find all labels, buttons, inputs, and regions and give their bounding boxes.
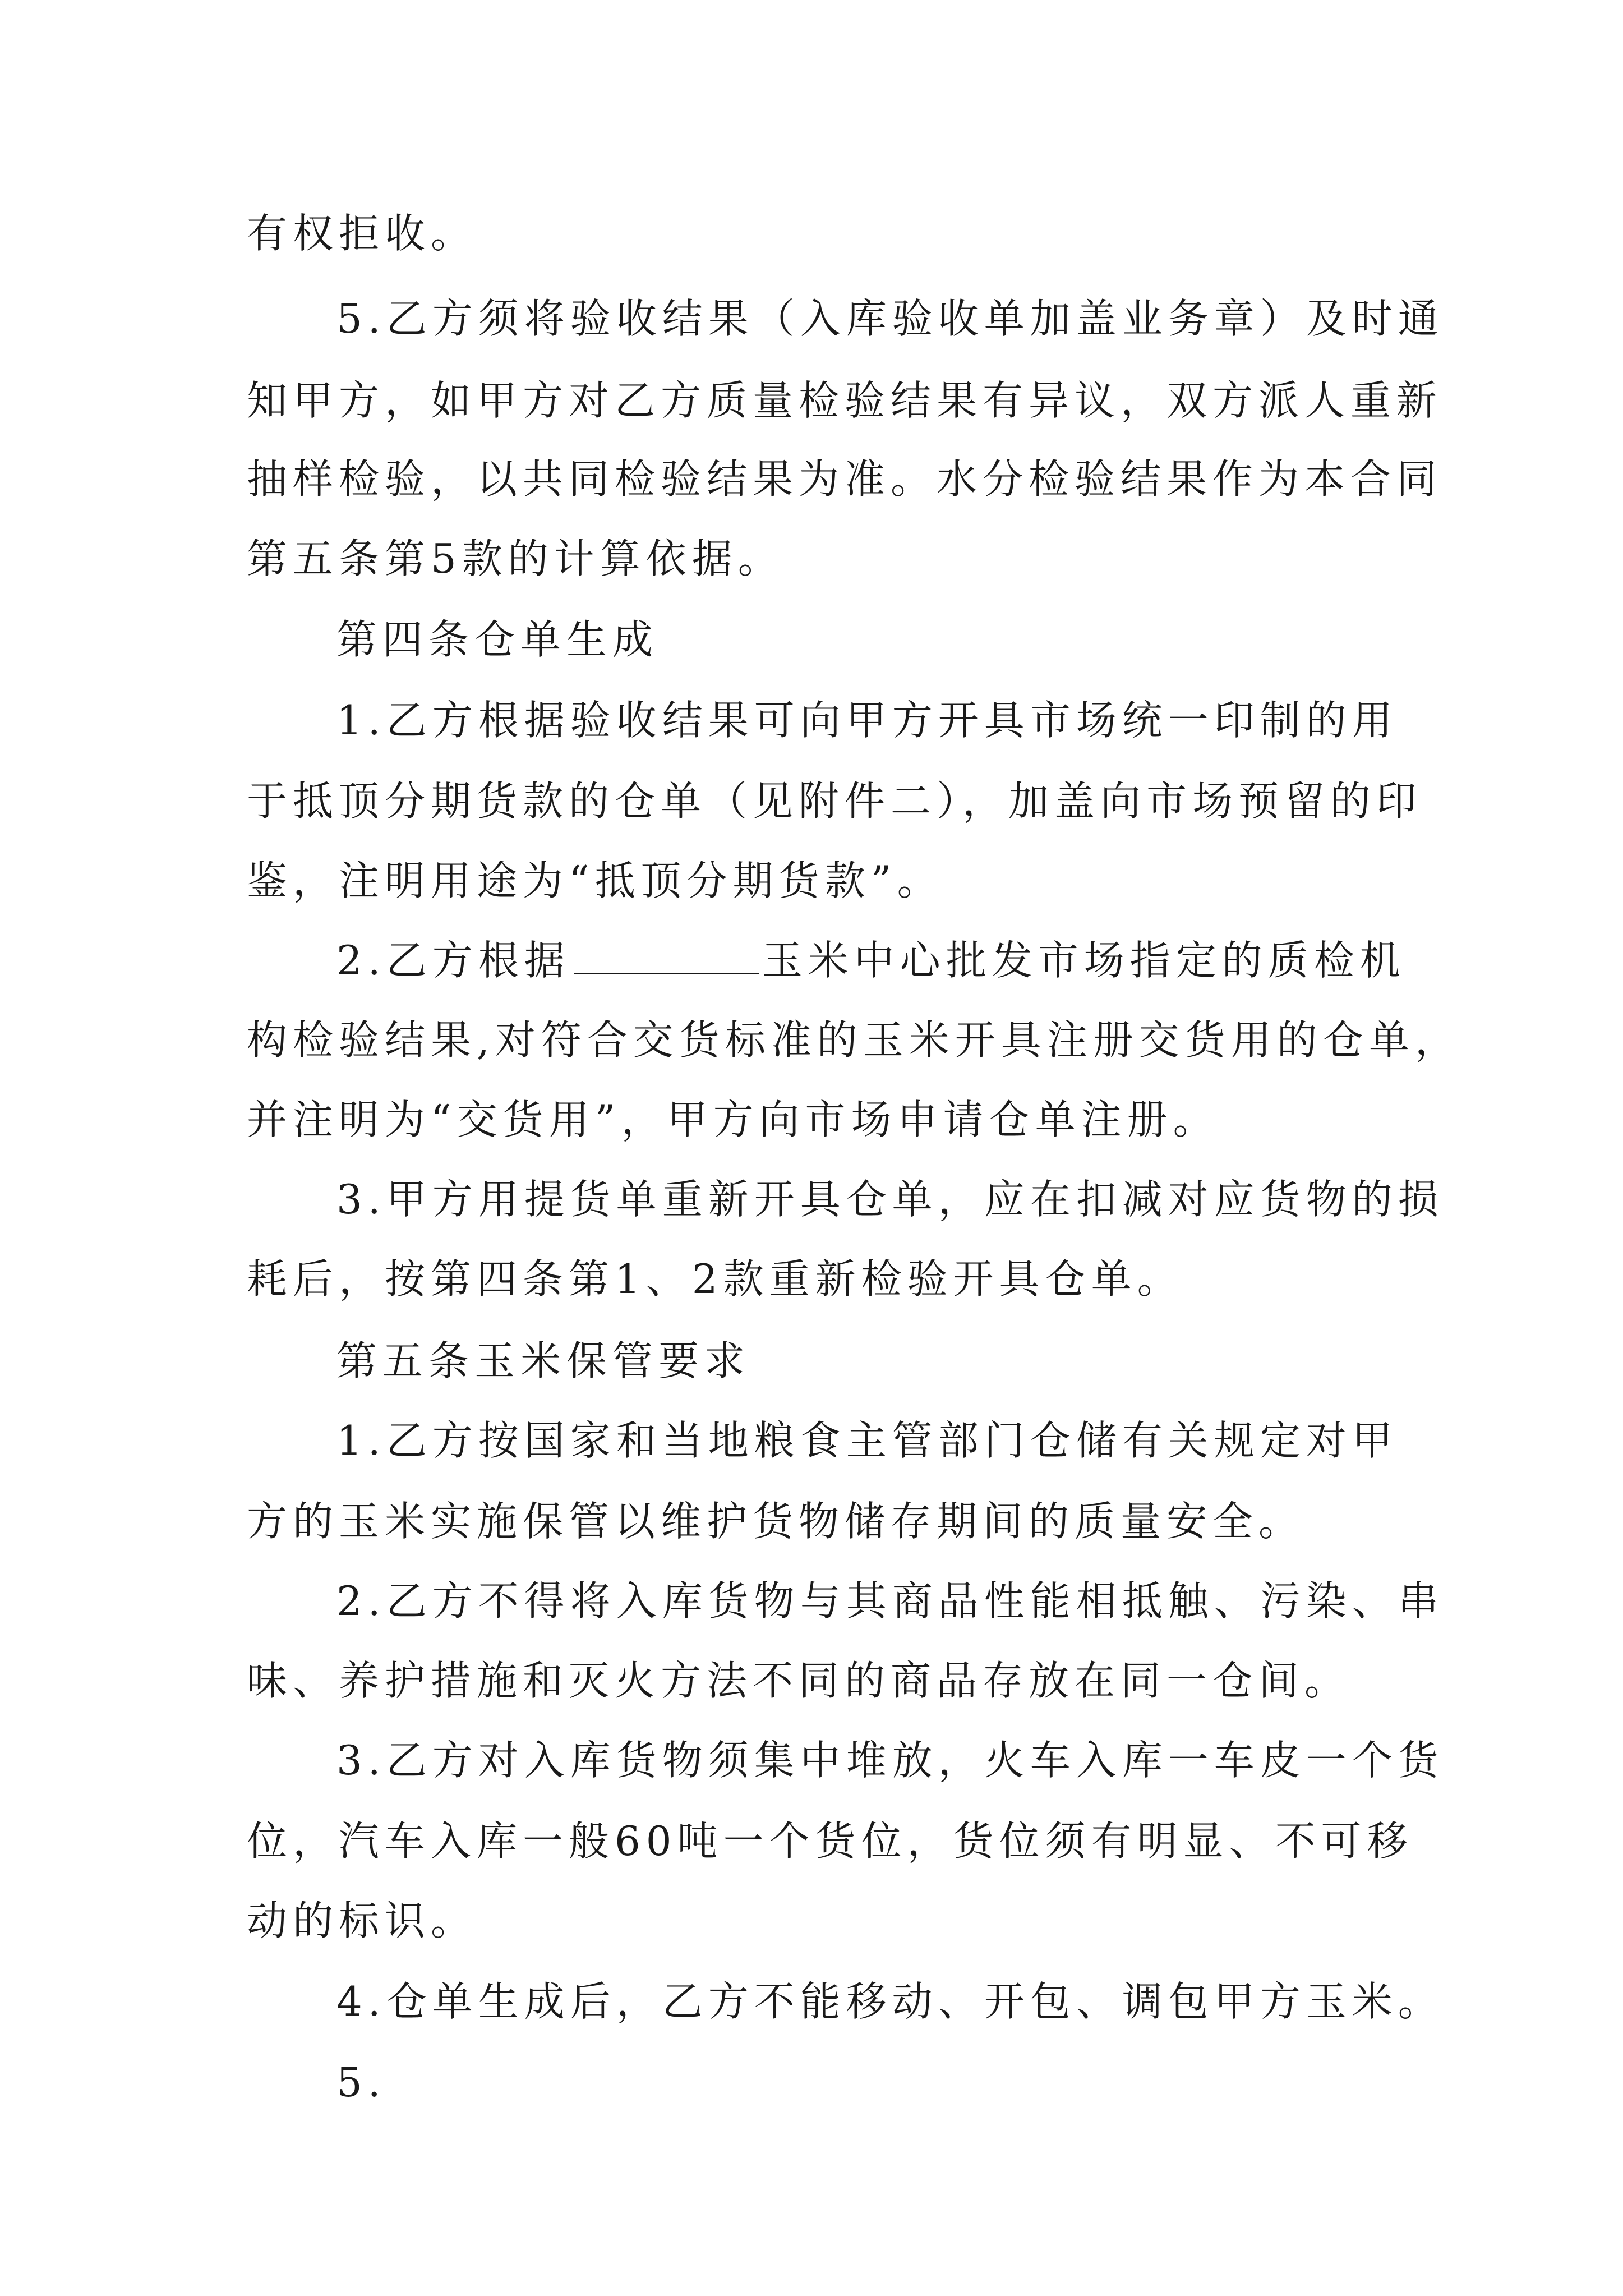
text-line: 耗后，按第四条第1、2款重新检验开具仓单。 <box>247 1255 1183 1303</box>
fill-in-blank <box>574 938 759 974</box>
text-line: 鉴，注明用途为“抵顶分期货款”。 <box>247 857 943 904</box>
text-line: 知甲方，如甲方对乙方质量检验结果有异议，双方派人重新 <box>247 377 1443 424</box>
text-line: 3.乙方对入库货物须集中堆放，火车入库一车皮一个货 <box>336 1737 1444 1784</box>
text-line: 位，汽车入库一般60吨一个货位，货位须有明显、不可移 <box>247 1818 1413 1865</box>
text-line: 味、养护措施和灭火方法不同的商品存放在同一仓间。 <box>247 1657 1351 1704</box>
text-line: 构检验结果,对符合交货标准的玉米开具注册交货用的仓单， <box>247 1016 1461 1064</box>
text-line: 2.乙方不得将入库货物与其商品性能相抵触、污染、串 <box>336 1577 1444 1625</box>
text-segment: 玉米中心批发市场指定的质检机 <box>762 937 1406 984</box>
text-line: 1.乙方根据验收结果可向甲方开具市场统一印制的用 <box>336 697 1398 744</box>
section-heading: 第四条仓单生成 <box>336 616 659 663</box>
text-line: 5.乙方须将验收结果（入库验收单加盖业务章）及时通 <box>336 295 1444 342</box>
text-line: 方的玉米实施保管以维护货物储存期间的质量安全。 <box>247 1498 1305 1545</box>
text-line: 1.乙方按国家和当地粮食主管部门仓储有关规定对甲 <box>336 1417 1398 1464</box>
text-segment: 2.乙方根据 <box>336 937 570 984</box>
text-line: 3.甲方用提货单重新开具仓单，应在扣减对应货物的损 <box>336 1176 1444 1223</box>
text-line: 于抵顶分期货款的仓单（见附件二），加盖向市场预留的印 <box>247 777 1423 825</box>
text-line <box>336 933 1406 987</box>
text-line: 动的标识。 <box>247 1897 477 1944</box>
text-line: 第五条第5款的计算依据。 <box>247 535 784 582</box>
text-line: 4.仓单生成后，乙方不能移动、开包、调包甲方玉米。 <box>336 1978 1444 2025</box>
section-heading: 第五条玉米保管要求 <box>336 1337 751 1384</box>
text-line: 抽样检验，以共同检验结果为准。水分检验结果作为本合同 <box>247 455 1443 503</box>
text-line: 有权拒收。 <box>247 210 477 257</box>
text-line: 5. <box>336 2059 386 2106</box>
text-line: 并注明为“交货用”，甲方向市场申请仓单注册。 <box>247 1096 1219 1143</box>
